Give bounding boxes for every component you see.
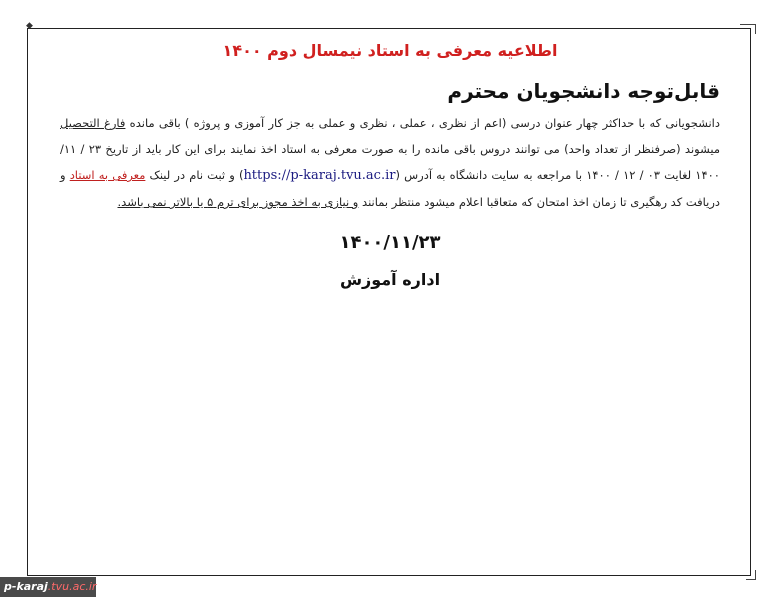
site-watermark [0,577,96,597]
issuing-office: اداره آموزش [339,270,441,289]
body-text-part2: میشوند (صرفنظر از تعداد واحد) می توانند دروس باقی مانده را به صورت معرفی به استاد اخذ نمایند برای این کار باید از تاریخ ۲۳ / ۱۱/ ۱۴۰۰ لغایت ۰۳ / ۱۲ / ۱۴۰۰ با مراجعه به سایت دانشگاه به آدرس ( [60,142,720,182]
page-corner-mark-icon: ◆ [26,21,33,31]
watermark-domain: .tvu.ac.ir [47,580,97,593]
registration-link[interactable]: معرفی به استاد [69,168,146,182]
announcement-heading: اطلاعیه معرفی به استاد نیمسال دوم ۱۴۰۰ [222,41,558,60]
watermark-main: p-karaj [4,580,48,593]
announcement-body [60,110,720,215]
body-text-part3: ) و ثبت نام در لینک [145,168,244,182]
document-content [60,40,720,293]
announcement-date: ۱۴۰۰/۱۱/۲۳ [339,232,441,253]
body-text-graduation: فارغ التحصیل [60,116,126,130]
salutation: قابل‌توجه دانشجویان محترم [447,79,720,103]
body-text-part4: و دریافت کد رهگیری تا زمان اخذ امتحان که متعاقبا اعلام میشود منتظر بمانند [60,168,720,209]
university-website-link[interactable]: https://p-karaj.tvu.ac.ir [243,168,396,183]
body-text-permit-note: و نیازی به اخذ مجوز برای ترم ۵ یا بالاتر نمی باشد. [117,195,359,209]
page-corner-fold-icon [740,24,756,34]
body-text-part1: دانشجویانی که با حداکثر چهار عنوان درسی (اعم از نظری ، عملی ، نظری و عملی به جز کار آموزی و پروژه ) باقی مانده [125,116,720,130]
page-corner-mark-icon [746,570,756,580]
